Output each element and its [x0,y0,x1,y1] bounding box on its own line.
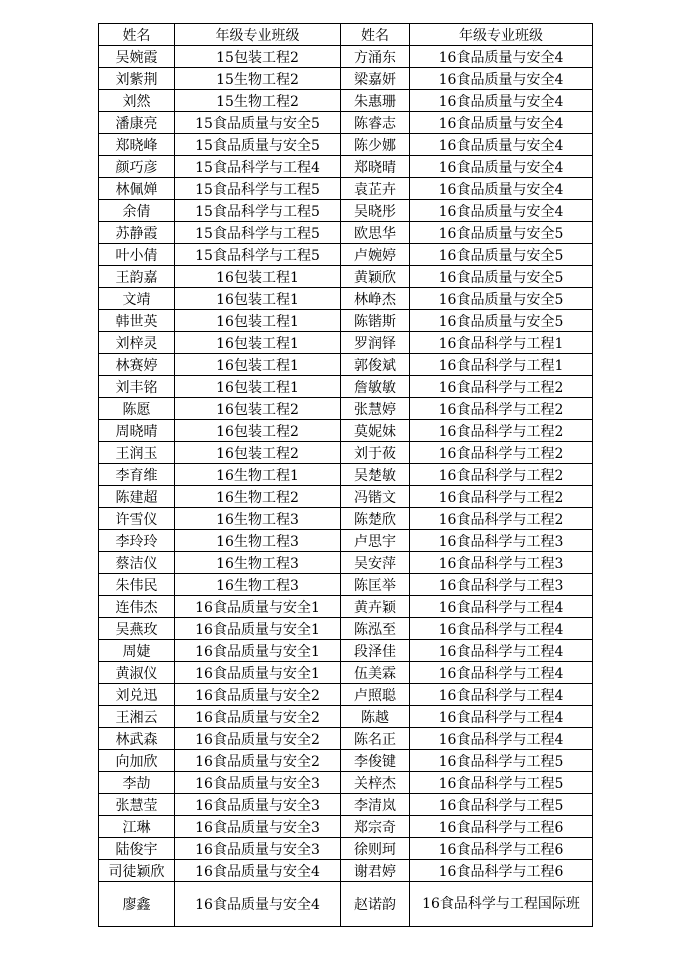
header-class-left: 年级专业班级 [175,24,341,46]
student-name-right: 吴晓彤 [341,200,410,222]
student-name-left: 向加欣 [99,750,175,772]
table-row [99,46,593,68]
student-class-left: 15食品质量与安全5 [175,134,341,156]
student-name-left: 林武森 [99,728,175,750]
student-class-left: 16包装工程1 [175,288,341,310]
student-class-right: 16食品科学与工程4 [410,684,593,706]
table-row [99,706,593,728]
table-row [99,508,593,530]
student-name-left: 文靖 [99,288,175,310]
student-name-left: 江琳 [99,816,175,838]
student-name-left: 李玲玲 [99,530,175,552]
student-class-left: 16食品质量与安全2 [175,706,341,728]
student-name-left: 刘兑迅 [99,684,175,706]
student-class-right: 16食品质量与安全5 [410,244,593,266]
student-class-left: 16食品质量与安全2 [175,750,341,772]
student-name-right: 陈泓至 [341,618,410,640]
student-name-right: 郑晓晴 [341,156,410,178]
student-class-right: 16食品科学与工程4 [410,618,593,640]
student-name-left: 林赛婷 [99,354,175,376]
table-row [99,134,593,156]
student-class-left: 16包装工程1 [175,310,341,332]
student-name-left: 王韵嘉 [99,266,175,288]
student-class-left: 16生物工程3 [175,530,341,552]
table-row [99,860,593,882]
student-name-right: 关梓杰 [341,772,410,794]
student-class-left: 15食品科学与工程4 [175,156,341,178]
student-name-left: 连伟杰 [99,596,175,618]
student-class-left: 16生物工程3 [175,552,341,574]
student-class-right: 16食品科学与工程1 [410,332,593,354]
student-class-left: 16食品质量与安全1 [175,618,341,640]
student-class-left: 16生物工程3 [175,508,341,530]
student-name-left: 颜巧彦 [99,156,175,178]
student-class-left: 16食品质量与安全2 [175,684,341,706]
table-row [99,288,593,310]
student-name-right: 欧思华 [341,222,410,244]
table-row [99,376,593,398]
table-row [99,310,593,332]
student-class-right: 16食品科学与工程5 [410,750,593,772]
table-row [99,90,593,112]
student-name-left: 廖鑫 [99,882,175,927]
student-name-right: 林峥杰 [341,288,410,310]
student-name-right: 卢婉婷 [341,244,410,266]
student-class-left: 16包装工程2 [175,420,341,442]
student-name-left: 张慧莹 [99,794,175,816]
header-name-left: 姓名 [99,24,175,46]
student-name-left: 吴婉霞 [99,46,175,68]
student-class-right: 16食品质量与安全4 [410,200,593,222]
header-row [99,24,593,46]
student-name-left: 潘康亮 [99,112,175,134]
student-class-right: 16食品科学与工程6 [410,860,593,882]
student-class-right: 16食品科学与工程5 [410,794,593,816]
student-class-left: 16包装工程1 [175,354,341,376]
student-class-right: 16食品科学与工程2 [410,398,593,420]
table-row [99,574,593,596]
student-class-right: 16食品科学与工程4 [410,640,593,662]
student-class-left: 16食品质量与安全4 [175,860,341,882]
student-class-right: 16食品科学与工程2 [410,486,593,508]
student-name-right: 莫妮妹 [341,420,410,442]
student-class-right: 16食品质量与安全4 [410,90,593,112]
student-name-left: 余倩 [99,200,175,222]
student-class-left: 15食品科学与工程5 [175,200,341,222]
table-row [99,882,593,927]
student-name-right: 陈睿志 [341,112,410,134]
student-class-right: 16食品质量与安全4 [410,68,593,90]
student-name-left: 蔡洁仪 [99,552,175,574]
student-class-left: 16食品质量与安全1 [175,662,341,684]
table-row [99,420,593,442]
table-row [99,112,593,134]
table-row [99,684,593,706]
table-row [99,596,593,618]
student-class-left: 16生物工程2 [175,486,341,508]
student-name-right: 黄卉颖 [341,596,410,618]
student-name-left: 李劼 [99,772,175,794]
table-row [99,68,593,90]
student-name-right: 陈匡举 [341,574,410,596]
student-class-right: 16食品质量与安全4 [410,156,593,178]
student-name-left: 陈愿 [99,398,175,420]
student-class-left: 16包装工程2 [175,442,341,464]
student-class-right: 16食品科学与工程1 [410,354,593,376]
student-class-left: 16生物工程3 [175,574,341,596]
table-row [99,222,593,244]
student-class-left: 16食品质量与安全1 [175,596,341,618]
student-name-right: 谢君婷 [341,860,410,882]
student-name-left: 刘梓灵 [99,332,175,354]
student-name-left: 朱伟民 [99,574,175,596]
student-class-right: 16食品科学与工程3 [410,552,593,574]
student-roster-table [98,23,593,927]
student-name-left: 刘丰铭 [99,376,175,398]
student-class-left: 16食品质量与安全3 [175,838,341,860]
student-class-left: 16食品质量与安全3 [175,794,341,816]
student-name-right: 伍美霖 [341,662,410,684]
student-class-right: 16食品质量与安全5 [410,288,593,310]
student-name-right: 李清岚 [341,794,410,816]
student-name-right: 黄颖欣 [341,266,410,288]
student-name-left: 司徒颖欣 [99,860,175,882]
student-class-right: 16食品科学与工程4 [410,706,593,728]
student-class-right: 16食品科学与工程5 [410,772,593,794]
table-row [99,728,593,750]
student-name-right: 李俊键 [341,750,410,772]
table-row [99,750,593,772]
student-class-left: 16生物工程1 [175,464,341,486]
student-name-right: 梁嘉妍 [341,68,410,90]
table-row [99,266,593,288]
student-name-left: 刘紫荆 [99,68,175,90]
student-class-left: 16包装工程2 [175,398,341,420]
student-class-left: 16食品质量与安全2 [175,728,341,750]
table-row [99,772,593,794]
student-class-right: 16食品科学与工程2 [410,442,593,464]
table-row [99,794,593,816]
student-class-left: 16食品质量与安全3 [175,816,341,838]
student-class-right: 16食品质量与安全4 [410,178,593,200]
header-name-right: 姓名 [341,24,410,46]
student-class-left: 16食品质量与安全1 [175,640,341,662]
student-class-left: 15食品科学与工程5 [175,244,341,266]
student-class-right: 16食品质量与安全5 [410,266,593,288]
student-class-left: 16食品质量与安全4 [175,882,341,927]
student-name-right: 陈楚欣 [341,508,410,530]
student-class-right: 16食品科学与工程6 [410,816,593,838]
table-row [99,200,593,222]
student-name-left: 周晓晴 [99,420,175,442]
student-class-right: 16食品质量与安全4 [410,134,593,156]
student-name-left: 周婕 [99,640,175,662]
student-name-left: 林佩婵 [99,178,175,200]
table-row [99,838,593,860]
table-row [99,244,593,266]
student-class-right: 16食品质量与安全4 [410,46,593,68]
student-name-right: 赵诺韵 [341,882,410,927]
student-name-left: 王润玉 [99,442,175,464]
student-name-right: 郭俊斌 [341,354,410,376]
student-class-right: 16食品科学与工程2 [410,464,593,486]
table-row [99,442,593,464]
student-name-left: 许雪仪 [99,508,175,530]
student-class-right: 16食品科学与工程3 [410,530,593,552]
header-class-right: 年级专业班级 [410,24,593,46]
student-name-right: 罗润铎 [341,332,410,354]
student-name-left: 郑晓峰 [99,134,175,156]
student-name-left: 陆俊宇 [99,838,175,860]
table-row [99,178,593,200]
student-class-left: 16包装工程1 [175,376,341,398]
student-name-right: 陈少娜 [341,134,410,156]
student-class-left: 15食品科学与工程5 [175,222,341,244]
student-name-left: 李育维 [99,464,175,486]
student-name-right: 卢照聪 [341,684,410,706]
student-name-left: 韩世英 [99,310,175,332]
table-row [99,662,593,684]
student-class-left: 15食品科学与工程5 [175,178,341,200]
student-class-left: 16食品质量与安全3 [175,772,341,794]
student-class-left: 15生物工程2 [175,68,341,90]
student-class-left: 15生物工程2 [175,90,341,112]
table-row [99,354,593,376]
table-row [99,156,593,178]
student-name-right: 郑宗奇 [341,816,410,838]
table-row [99,552,593,574]
student-name-right: 段泽佳 [341,640,410,662]
table-row [99,332,593,354]
student-name-left: 苏静霞 [99,222,175,244]
student-name-right: 陈名正 [341,728,410,750]
student-name-right: 朱惠珊 [341,90,410,112]
student-name-right: 吴安萍 [341,552,410,574]
table-row [99,486,593,508]
student-name-left: 叶小倩 [99,244,175,266]
student-name-left: 刘然 [99,90,175,112]
student-name-right: 徐则珂 [341,838,410,860]
student-class-right: 16食品科学与工程2 [410,376,593,398]
student-name-right: 袁芷卉 [341,178,410,200]
roster-body [99,46,593,927]
student-name-left: 吴燕玫 [99,618,175,640]
student-class-right: 16食品科学与工程4 [410,662,593,684]
student-class-left: 15食品质量与安全5 [175,112,341,134]
student-name-right: 陈锴斯 [341,310,410,332]
student-class-right: 16食品科学与工程4 [410,596,593,618]
student-class-right: 16食品科学与工程2 [410,420,593,442]
table-row [99,640,593,662]
student-name-right: 吴楚敏 [341,464,410,486]
student-class-right: 16食品质量与安全5 [410,222,593,244]
table-row [99,530,593,552]
student-class-right: 16食品质量与安全4 [410,112,593,134]
student-name-left: 王湘云 [99,706,175,728]
student-class-right: 16食品科学与工程国际班 [410,882,593,927]
student-class-left: 16包装工程1 [175,266,341,288]
student-name-right: 张慧婷 [341,398,410,420]
table-row [99,618,593,640]
student-name-left: 陈建超 [99,486,175,508]
table-row [99,464,593,486]
student-class-left: 16包装工程1 [175,332,341,354]
student-name-right: 冯锴文 [341,486,410,508]
student-name-left: 黄淑仪 [99,662,175,684]
student-name-right: 刘于莜 [341,442,410,464]
student-class-left: 15包装工程2 [175,46,341,68]
student-class-right: 16食品质量与安全5 [410,310,593,332]
student-class-right: 16食品科学与工程4 [410,728,593,750]
student-class-right: 16食品科学与工程3 [410,574,593,596]
student-class-right: 16食品科学与工程6 [410,838,593,860]
student-name-right: 卢思宇 [341,530,410,552]
table-row [99,816,593,838]
student-class-right: 16食品科学与工程2 [410,508,593,530]
student-name-right: 方涌东 [341,46,410,68]
student-name-right: 詹敏敏 [341,376,410,398]
table-row [99,398,593,420]
student-name-right: 陈越 [341,706,410,728]
